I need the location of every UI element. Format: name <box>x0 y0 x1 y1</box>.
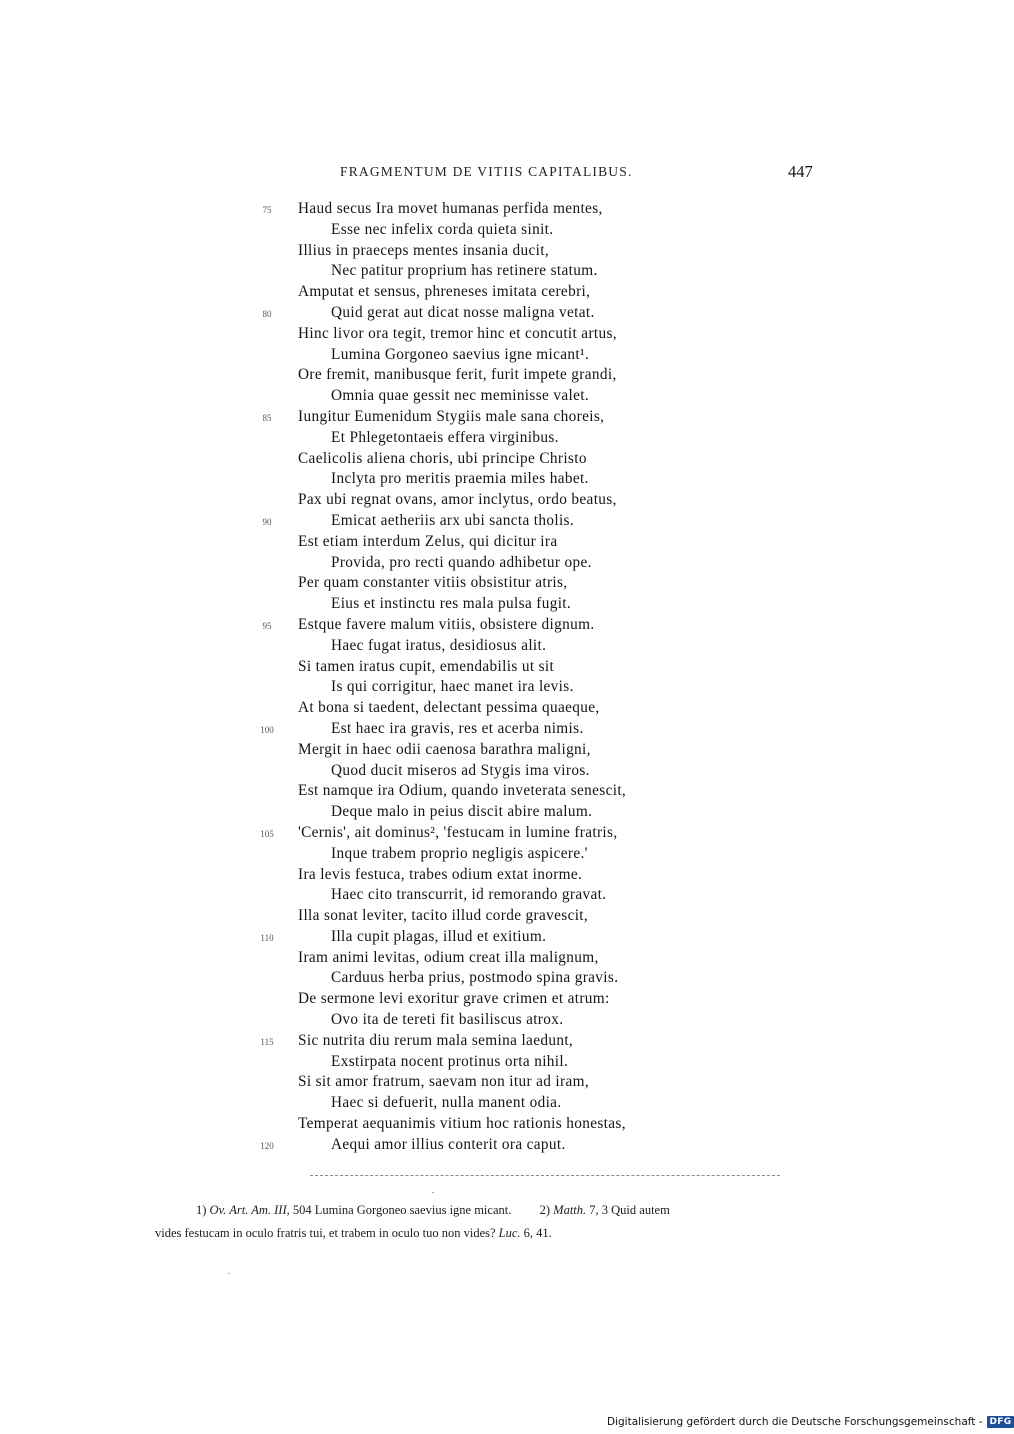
line-number: 100 <box>260 724 274 735</box>
verse-line <box>0 324 1000 345</box>
verse-line <box>0 927 1000 948</box>
footnote-1 <box>196 1203 836 1218</box>
footnote-text: Lumina Gorgoneo saevius igne micant. <box>314 1203 512 1217</box>
verse-line <box>0 802 1000 823</box>
verse-line <box>0 490 1000 511</box>
verse-line <box>0 677 1000 698</box>
verse-line <box>0 1114 1000 1135</box>
verse-text: Est etiam interdum Zelus, qui dicitur ira <box>298 532 558 550</box>
verse-line <box>0 199 1000 220</box>
verse-text: Emicat aetheriis arx ubi sancta tholis. <box>331 511 575 529</box>
digitization-footer <box>607 1416 1014 1428</box>
verse-line <box>0 532 1000 553</box>
verse-text: Temperat aequanimis vitium hoc rationis honestas, <box>298 1115 626 1133</box>
verse-line <box>0 303 1000 324</box>
verse-line <box>0 657 1000 678</box>
verse-text: Eius et instinctu res mala pulsa fugit. <box>331 595 572 613</box>
verse-line <box>0 740 1000 761</box>
verse-text: Sic nutrita diu rerum mala semina laedunt, <box>298 1031 574 1049</box>
verse-line <box>0 1031 1000 1052</box>
verse-line <box>0 885 1000 906</box>
verse-line <box>0 511 1000 532</box>
verse-line <box>0 553 1000 574</box>
print-speck <box>228 1273 230 1274</box>
verse-text: Iungitur Eumenidum Stygiis male sana choreis, <box>298 407 605 425</box>
verse-text: Ovo ita de tereti fit basiliscus atrox. <box>331 1011 564 1029</box>
verse-text: Illa cupit plagas, illud et exitium. <box>331 927 547 945</box>
footnote-location: 6, 41. <box>523 1226 552 1240</box>
verse-line <box>0 261 1000 282</box>
verse-text: Iram animi levitas, odium creat illa malignum, <box>298 948 599 966</box>
verse-line <box>0 781 1000 802</box>
verse-text: Quod ducit miseros ad Stygis ima viros. <box>331 761 590 779</box>
verse-line <box>0 1093 1000 1114</box>
verse-text: Illa sonat leviter, tacito illud corde gravescit, <box>298 907 589 925</box>
verse-text: Pax ubi regnat ovans, amor inclytus, ordo beatus, <box>298 491 617 509</box>
verse-line <box>0 449 1000 470</box>
verse-line <box>0 761 1000 782</box>
verse-text: Ore fremit, manibusque ferit, furit impete grandi, <box>298 366 617 384</box>
verse-line <box>0 386 1000 407</box>
verse-text: Nec patitur proprium has retinere statum. <box>331 262 598 280</box>
verse-text: Inque trabem proprio negligis aspicere.' <box>331 844 588 862</box>
verse-line <box>0 615 1000 636</box>
verse-text: Si sit amor fratrum, saevam non itur ad iram, <box>298 1073 590 1091</box>
verse-text: Quid gerat aut dicat nosse maligna vetat. <box>331 303 595 321</box>
verse-text: Haec cito transcurrit, id remorando gravat. <box>331 886 607 904</box>
verse-text: Esse nec infelix corda quieta sinit. <box>331 220 554 238</box>
verse-line <box>0 844 1000 865</box>
footnote-reference: Ov. Art. Am. III, <box>209 1203 290 1217</box>
verse-text: Est haec ira gravis, res et acerba nimis. <box>331 719 584 737</box>
verse-text: Amputat et sensus, phreneses imitata cerebri, <box>298 283 591 301</box>
line-number: 90 <box>262 516 272 527</box>
verse-text: Estque favere malum vitiis, obsistere dignum. <box>298 615 595 633</box>
line-number: 80 <box>262 308 272 319</box>
verse-line <box>0 1072 1000 1093</box>
verse-line <box>0 636 1000 657</box>
footnote-marker: 1) <box>196 1203 207 1217</box>
verse-text: Illius in praeceps mentes insania ducit, <box>298 241 550 259</box>
verse-line <box>0 220 1000 241</box>
verse-text: Caelicolis aliena choris, ubi principe Christo <box>298 449 587 467</box>
verse-line <box>0 948 1000 969</box>
verse-text: Deque malo in peius discit abire malum. <box>331 803 593 821</box>
line-number: 115 <box>260 1036 274 1047</box>
verse-text: Per quam constanter vitiis obsistitur atris, <box>298 574 568 592</box>
verse-text: Ira levis festuca, trabes odium extat inorme. <box>298 865 583 883</box>
verse-line <box>0 282 1000 303</box>
verse-text: Est namque ira Odium, quando inveterata senescit, <box>298 782 627 800</box>
page-number: 447 <box>788 162 813 181</box>
verse-line <box>0 1135 1000 1156</box>
verse-text: Inclyta pro meritis praemia miles habet. <box>331 470 589 488</box>
footnote-reference: Matth. <box>553 1203 587 1217</box>
verse-text: Provida, pro recti quando adhibetur ope. <box>331 553 592 571</box>
verse-line <box>0 365 1000 386</box>
page-header <box>0 164 1000 186</box>
verse-line <box>0 823 1000 844</box>
verse-text: Exstirpata nocent protinus orta nihil. <box>331 1052 569 1070</box>
verse-text: Hinc livor ora tegit, tremor hinc et concutit artus, <box>298 324 617 342</box>
verse-text: At bona si taedent, delectant pessima quaeque, <box>298 699 600 717</box>
verse-line <box>0 345 1000 366</box>
running-title: FRAGMENTUM DE VITIIS CAPITALIBUS. <box>340 164 633 179</box>
line-number: 75 <box>262 205 272 215</box>
footnote-separator-rule <box>310 1175 780 1176</box>
verse-text: Haec si defuerit, nulla manent odia. <box>331 1094 562 1112</box>
footer-text: Digitalisierung gefördert durch die Deutsche Forschungsgemeinschaft - <box>607 1416 983 1428</box>
verse-text: Is qui corrigitur, haec manet ira levis. <box>331 678 574 696</box>
verse-line <box>0 594 1000 615</box>
line-number: 85 <box>262 412 272 423</box>
line-number: 105 <box>260 828 274 839</box>
verse-line <box>0 1010 1000 1031</box>
verse-text: 'Cernis', ait dominus², 'festucam in lumine fratris, <box>298 823 618 841</box>
verse-line <box>0 968 1000 989</box>
verse-text: Et Phlegetontaeis effera virginibus. <box>331 428 559 446</box>
verse-text: Haud secus Ira movet humanas perfida mentes, <box>298 200 603 217</box>
verse-line <box>0 698 1000 719</box>
verse-line <box>0 989 1000 1010</box>
verse-text: Si tamen iratus cupit, emendabilis ut sit <box>298 657 555 675</box>
verse-line <box>0 469 1000 490</box>
verse-line <box>0 719 1000 740</box>
line-number: 120 <box>260 1140 274 1151</box>
line-number: 95 <box>262 620 272 631</box>
verse-text: Mergit in haec odii caenosa barathra maligni, <box>298 740 591 758</box>
verse-line <box>0 906 1000 927</box>
verse-text: Lumina Gorgoneo saevius igne micant¹. <box>331 345 590 363</box>
verse-text: Omnia quae gessit nec meminisse valet. <box>331 387 589 405</box>
line-number: 110 <box>260 932 274 943</box>
footnote-text: Quid autem <box>611 1203 670 1217</box>
verse-line <box>0 1052 1000 1073</box>
footnote-reference: Luc. <box>498 1226 521 1240</box>
verse-line <box>0 428 1000 449</box>
verse-text: Aequi amor illius conterit ora caput. <box>331 1135 566 1153</box>
footnote-location: 504 <box>292 1203 312 1217</box>
verse-line <box>0 407 1000 428</box>
footnote-location: 7, 3 <box>589 1203 609 1217</box>
dfg-logo-icon: DFG <box>987 1416 1014 1428</box>
verse-text: Carduus herba prius, postmodo spina gravis. <box>331 969 619 987</box>
footnote-2-continuation <box>155 1226 835 1241</box>
verse-line <box>0 573 1000 594</box>
verse-line <box>0 865 1000 886</box>
footnote-text: vides festucam in oculo fratris tui, et trabem in oculo tuo non vides? <box>155 1226 496 1240</box>
verse-text: De sermone levi exoritur grave crimen et atrum: <box>298 990 610 1008</box>
print-speck <box>432 1192 434 1193</box>
verse-line <box>0 241 1000 262</box>
verse-block <box>0 199 1000 1156</box>
verse-text: Haec fugat iratus, desidiosus alit. <box>331 636 547 654</box>
footnote-marker: 2) <box>539 1203 551 1217</box>
